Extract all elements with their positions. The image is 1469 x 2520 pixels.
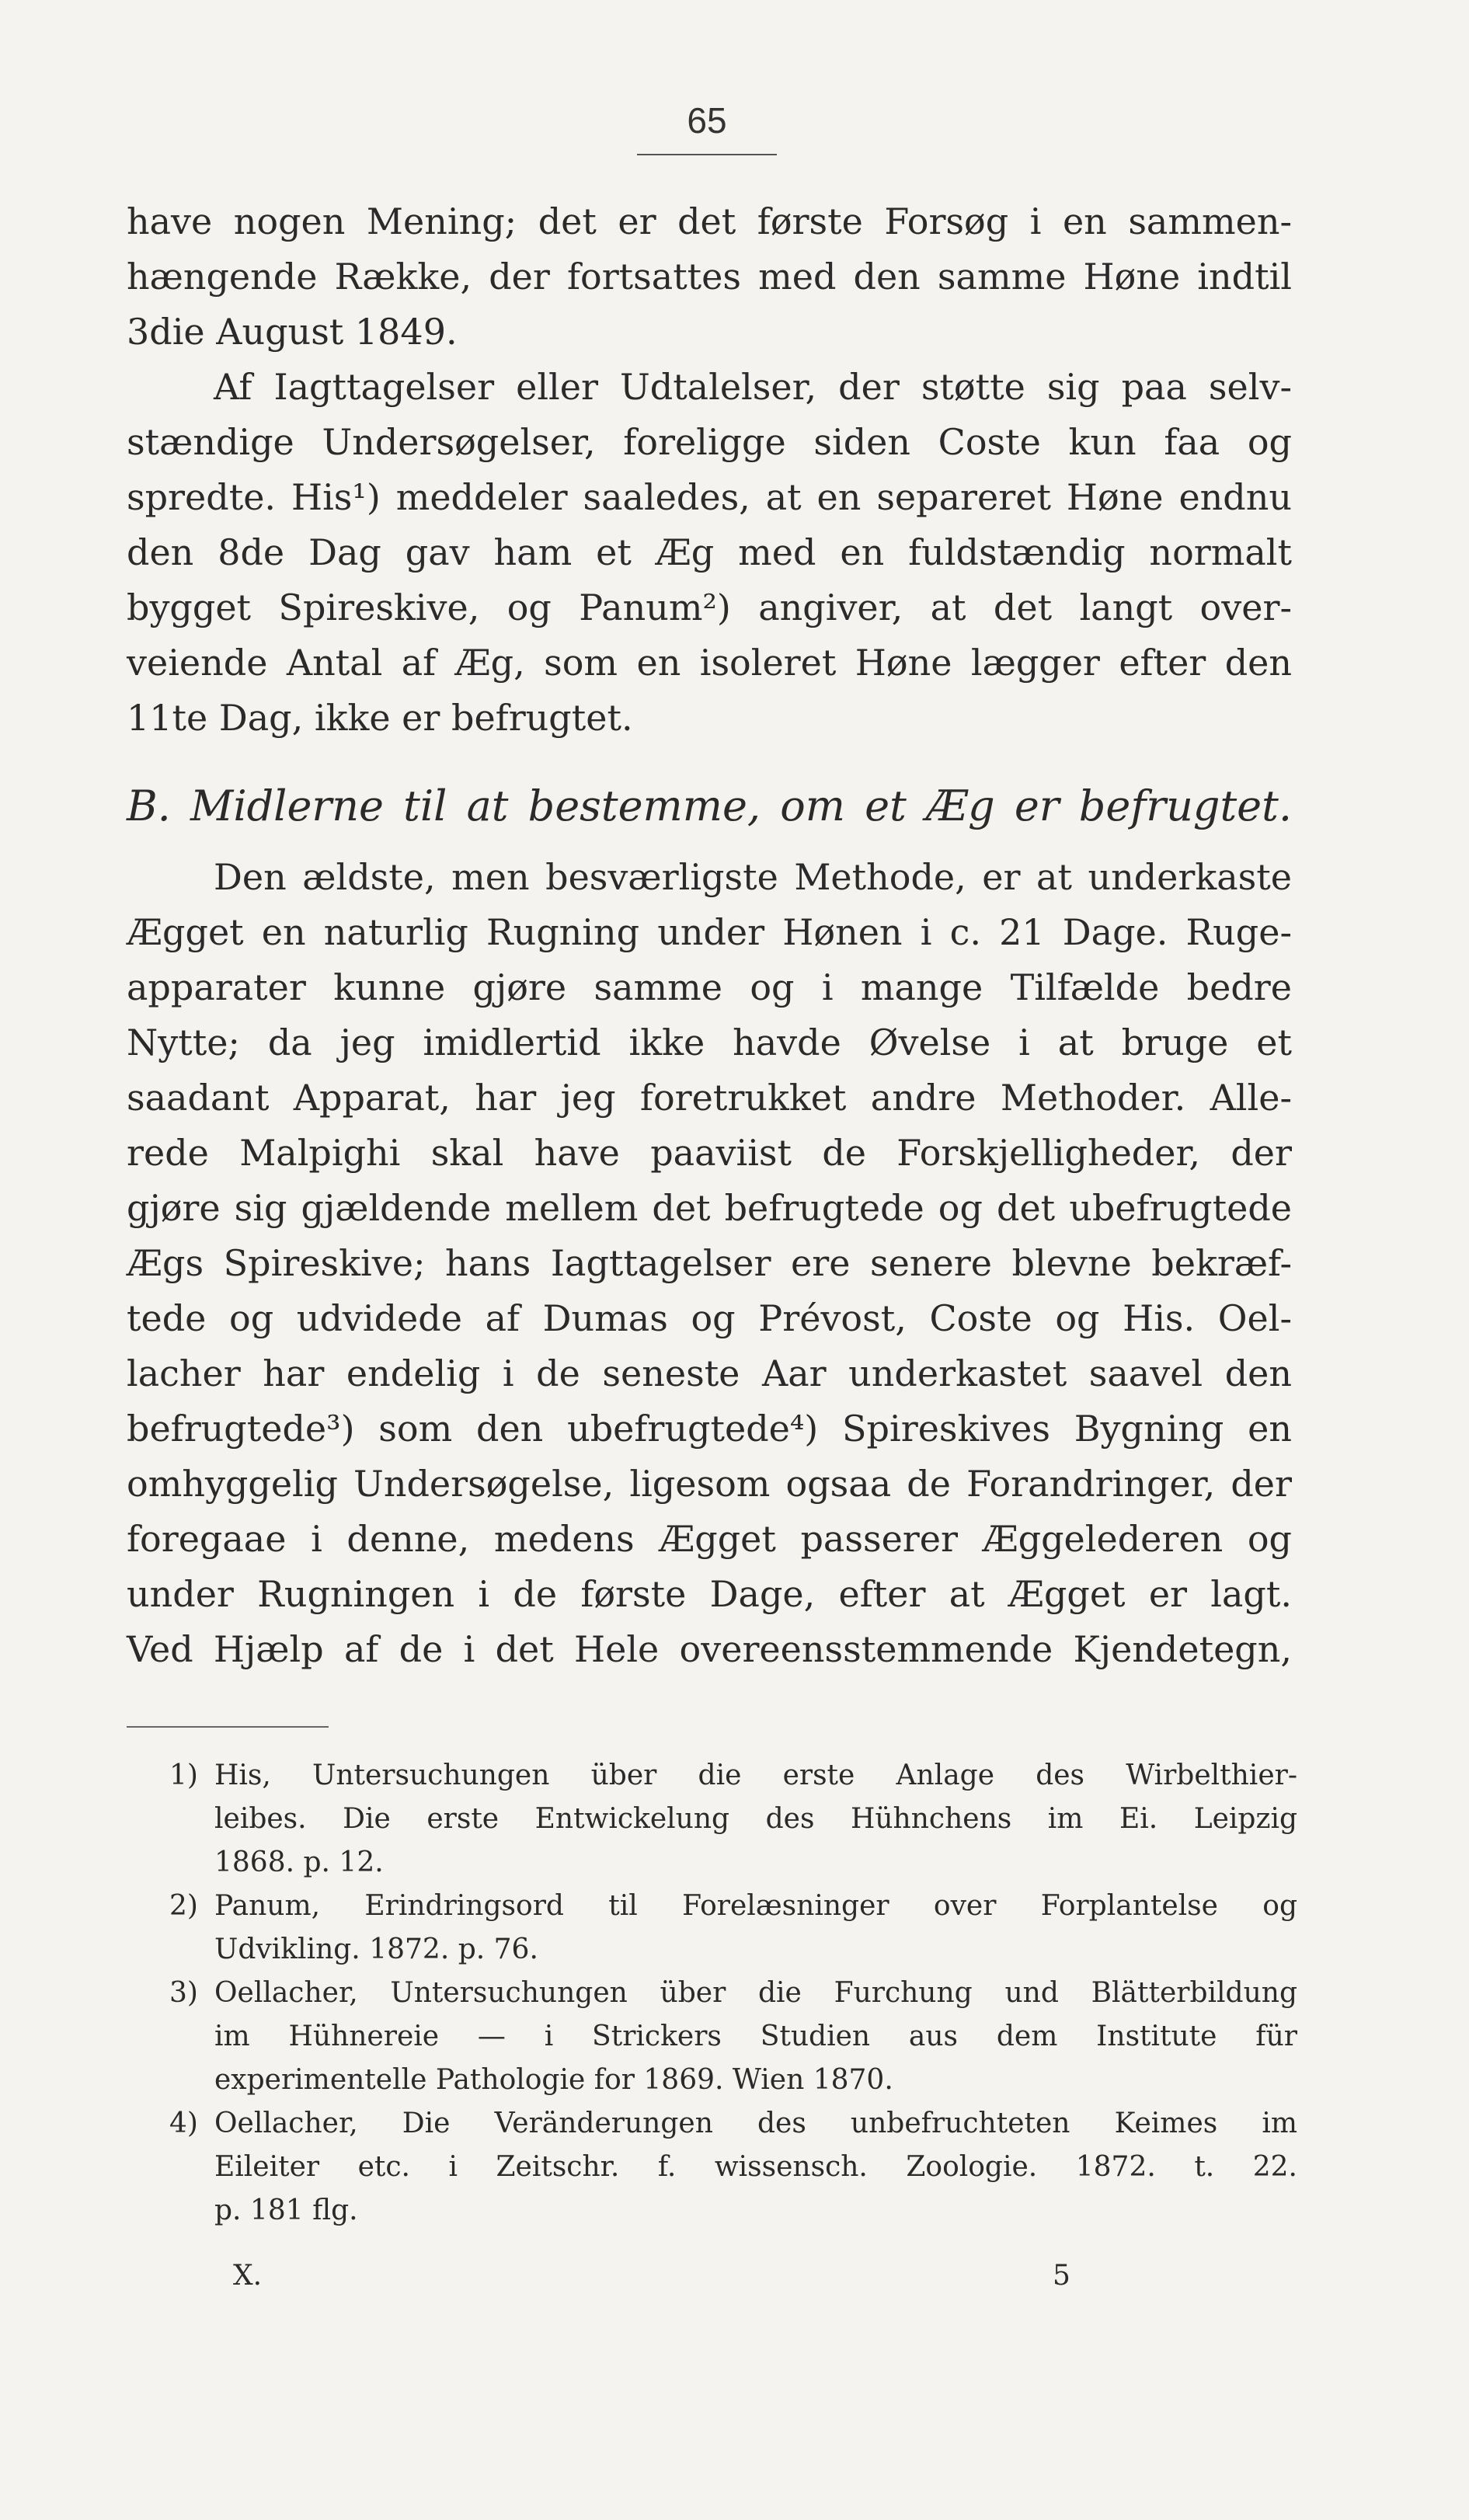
text-line: under Rugningen i de første Dage, efter at Ægget er lagt. — [127, 1573, 1292, 1615]
page-number-rule — [637, 154, 777, 155]
text-line: apparater kunne gjøre samme og i mange Tilfælde bedre — [127, 966, 1292, 1008]
text-line: rede Malpighi skal have paaviist de Forskjelligheder, der — [127, 1132, 1292, 1174]
footnote-marker: 3) — [169, 1977, 198, 2009]
text-line: hængende Række, der fortsattes med den samme Høne indtil — [127, 256, 1292, 298]
text-line: Ved Hjælp af de i det Hele overeensstemmende Kjendetegn, — [127, 1628, 1292, 1670]
footnotes — [169, 1754, 1297, 2233]
footnote-marker: 1) — [169, 1759, 198, 1791]
text-line: Ægs Spireskive; hans Iagttagelser ere senere blevne bekræf- — [127, 1242, 1292, 1284]
footnote-line: Eileiter etc. i Zeitschr. f. wissensch. Zoologie. 1872. t. 22. — [214, 2151, 1297, 2183]
text-line: foregaae i denne, medens Ægget passerer Æggelederen og — [127, 1518, 1292, 1560]
text-line: Ægget en naturlig Rugning under Hønen i c. 21 Dage. Ruge- — [127, 911, 1292, 953]
footnote-line — [169, 1754, 1297, 1798]
footnote-text: Oellacher, Untersuchungen über die Furchung und Blätterbildung — [214, 1977, 1297, 2009]
text-line: tede og udvidede af Dumas og Prévost, Coste og His. Oel- — [127, 1297, 1292, 1339]
text-line: befrugtede³) som den ubefrugtede⁴) Spireskives Bygning en — [127, 1408, 1292, 1450]
text-line: Den ældste, men besværligste Methode, er at underkaste — [214, 856, 1292, 898]
footnote-line — [169, 1885, 1297, 1928]
footnote-line — [169, 1972, 1297, 2015]
text-line: have nogen Mening; det er det første Forsøg i en sammen- — [127, 200, 1292, 242]
text-line: lacher har endelig i de seneste Aar underkastet saavel den — [127, 1352, 1292, 1394]
footnote-line — [169, 2102, 1297, 2146]
footnote-separator — [127, 1726, 329, 1728]
text-line: spredte. His¹) meddeler saaledes, at en separeret Høne endnu — [127, 476, 1292, 518]
footnote-marker: 2) — [169, 1890, 198, 1922]
text-line: bygget Spireskive, og Panum²) angiver, at det langt over- — [127, 586, 1292, 628]
text-line: 3die August 1849. — [127, 311, 458, 353]
footnote-text: His, Untersuchungen über die erste Anlage des Wirbelthier- — [214, 1759, 1297, 1791]
footnote-line: leibes. Die erste Entwickelung des Hühnchens im Ei. Leipzig — [214, 1803, 1297, 1835]
footnote-text: Panum, Erindringsord til Forelæsninger over Forplantelse og — [214, 1890, 1297, 1922]
text-line: Nytte; da jeg imidlertid ikke havde Øvelse i at bruge et — [127, 1022, 1292, 1063]
footnote-line: experimentelle Pathologie for 1869. Wien 1870. — [214, 2064, 893, 2096]
printer-signature — [0, 2253, 1469, 2299]
text-line: gjøre sig gjældende mellem det befrugtede og det ubefrugtede — [127, 1187, 1292, 1229]
text-line: saadant Apparat, har jeg foretrukket andre Methoder. Alle- — [127, 1077, 1292, 1119]
footnote-line: im Hühnereie — i Strickers Studien aus dem Institute für — [214, 2021, 1297, 2052]
text-line: den 8de Dag gav ham et Æg med en fuldstændig normalt — [127, 531, 1292, 573]
text-line: veiende Antal af Æg, som en isoleret Høne lægger efter den — [127, 642, 1292, 684]
signature-sheet: 5 — [1053, 2260, 1070, 2292]
section-heading: B. Midlerne til at bestemme, om et Æg er befrugtet. — [127, 781, 1292, 830]
page-number: 65 — [687, 100, 727, 141]
footnote-text: Oellacher, Die Veränderungen des unbefruchteten Keimes im — [214, 2108, 1297, 2139]
footnote-line: Udvikling. 1872. p. 76. — [214, 1934, 538, 1965]
main-text — [127, 194, 1292, 1677]
signature-volume: X. — [233, 2260, 263, 2292]
footnote-line: 1868. p. 12. — [214, 1846, 384, 1878]
footnote-line: p. 181 flg. — [214, 2195, 358, 2226]
text-line: stændige Undersøgelser, foreligge siden Coste kun faa og — [127, 421, 1292, 463]
text-line: Af Iagttagelser eller Udtalelser, der støtte sig paa selv- — [214, 366, 1292, 408]
text-line: 11te Dag, ikke er befrugtet. — [127, 697, 633, 739]
text-line: omhyggelig Undersøgelse, ligesom ogsaa de Forandringer, der — [127, 1463, 1292, 1505]
footnote-marker: 4) — [169, 2108, 198, 2139]
